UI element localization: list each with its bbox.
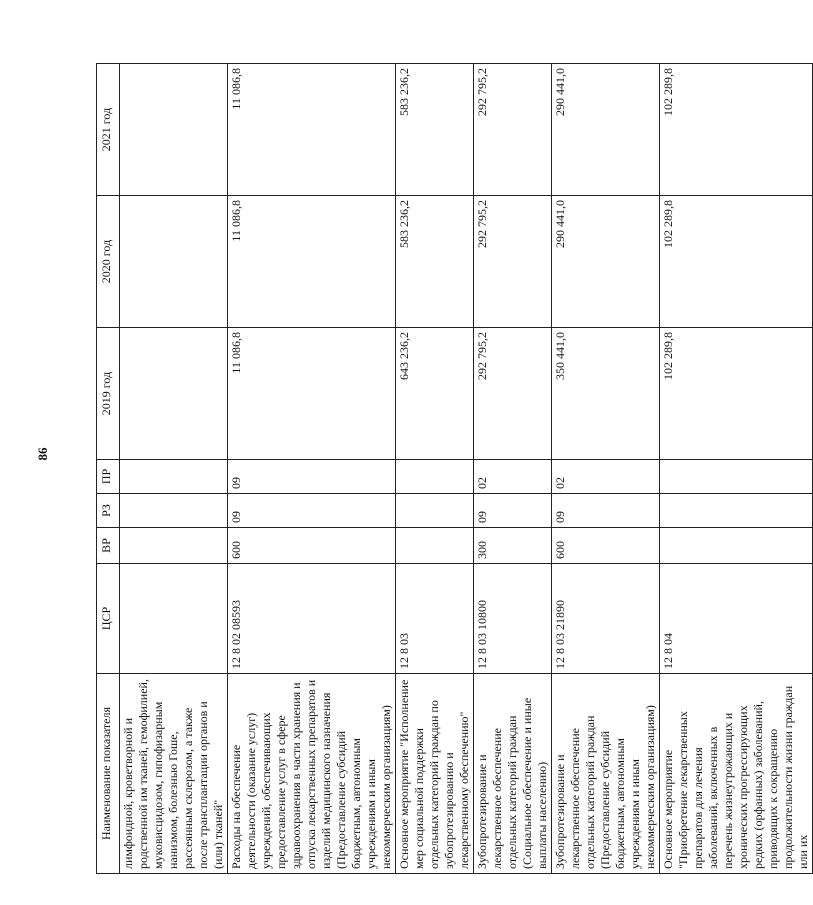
cell-2019: 11 086,8 (228, 328, 396, 460)
cell-name: Зубопротезирование и лекарственное обеспечение отдельных категорий граждан (Социальное обеспечение и иные выплаты населению) (474, 674, 552, 874)
rotated-table-wrapper (96, 64, 810, 874)
cell-name: Зубопротезирование и лекарственное обеспечение отдельных категорий граждан (Предоставление субсидий бюджетным, автономным учреждениям и иным некоммерческим организациям) (552, 674, 660, 874)
cell-csr: 12 8 02 08593 (228, 564, 396, 674)
cell-2021: 292 795,2 (474, 64, 552, 196)
table-row (552, 64, 660, 874)
cell-vr (660, 528, 813, 564)
rotated-table-area (96, 64, 810, 874)
cell-2021: 583 236,2 (396, 64, 474, 196)
cell-2019: 102 289,8 (660, 328, 813, 460)
cell-name: Основное мероприятие "Исполнение мер социальной поддержки отдельных категорий граждан по зубопротезированию и лекарственному обеспечению" (396, 674, 474, 874)
header-2019: 2019 год (97, 328, 120, 460)
cell-2020: 583 236,2 (396, 196, 474, 328)
cell-name: лимфоидной, кроветворной и родственной им тканей, гемофилией, муковисцидозом, гипофизарным нанизмом, болезнью Гоше, рассеянным склерозом, а также после трансплантации органов и (или) тканей" (120, 674, 228, 874)
header-csr: ЦСР (97, 564, 120, 674)
cell-pr: 02 (474, 460, 552, 494)
cell-name: Расходы на обеспечение деятельности (оказание услуг) учреждений, обеспечивающих предоставление услуг в сфере здравоохранения в части хранения и отпуска лекарственных препаратов и изделий медицинского назначения (Предоставление субсидий бюджетным, автономным учреждениям и иным некоммерческим организациям) (228, 674, 396, 874)
cell-pr: 09 (228, 460, 396, 494)
cell-pr: 02 (552, 460, 660, 494)
cell-rz: 09 (474, 494, 552, 528)
cell-2019: 350 441,0 (552, 328, 660, 460)
budget-table (96, 63, 813, 874)
cell-vr: 300 (474, 528, 552, 564)
cell-vr: 600 (228, 528, 396, 564)
cell-rz: 09 (228, 494, 396, 528)
cell-rz (660, 494, 813, 528)
table-row (396, 64, 474, 874)
cell-csr: 12 8 03 10800 (474, 564, 552, 674)
header-2021: 2021 год (97, 64, 120, 196)
header-pr: ПР (97, 460, 120, 494)
cell-2019: 292 795,2 (474, 328, 552, 460)
page-number: 86 (35, 447, 50, 461)
table-row (228, 64, 396, 874)
cell-2020: 290 441,0 (552, 196, 660, 328)
header-vr: ВР (97, 528, 120, 564)
table-row (660, 64, 813, 874)
cell-rz: 09 (552, 494, 660, 528)
cell-2020: 11 086,8 (228, 196, 396, 328)
cell-pr (660, 460, 813, 494)
table-row (120, 64, 228, 874)
cell-rz (120, 494, 228, 528)
cell-pr (120, 460, 228, 494)
cell-vr (120, 528, 228, 564)
header-rz: РЗ (97, 494, 120, 528)
cell-csr: 12 8 03 21890 (552, 564, 660, 674)
cell-vr (396, 528, 474, 564)
cell-2020: 292 795,2 (474, 196, 552, 328)
cell-2021: 11 086,8 (228, 64, 396, 196)
cell-2021: 102 289,8 (660, 64, 813, 196)
cell-2020: 102 289,8 (660, 196, 813, 328)
cell-rz (396, 494, 474, 528)
header-2020: 2020 год (97, 196, 120, 328)
cell-vr: 600 (552, 528, 660, 564)
cell-csr (120, 564, 228, 674)
cell-csr: 12 8 04 (660, 564, 813, 674)
cell-2019: 643 236,2 (396, 328, 474, 460)
cell-2019 (120, 328, 228, 460)
cell-csr: 12 8 03 (396, 564, 474, 674)
header-name: Наименование показателя (97, 674, 120, 874)
table-header-row (97, 64, 120, 874)
table-row (474, 64, 552, 874)
cell-2021 (120, 64, 228, 196)
cell-2021: 290 441,0 (552, 64, 660, 196)
cell-name: Основное мероприятие "Приобретение лекарственных препаратов для лечения заболеваний, включенных в перечень жизнеугрожающих и хронических прогрессирующих редких (орфанных) заболеваний, приводящих к сокращению продолжительности жизни граждан или их (660, 674, 813, 874)
cell-2020 (120, 196, 228, 328)
cell-pr (396, 460, 474, 494)
